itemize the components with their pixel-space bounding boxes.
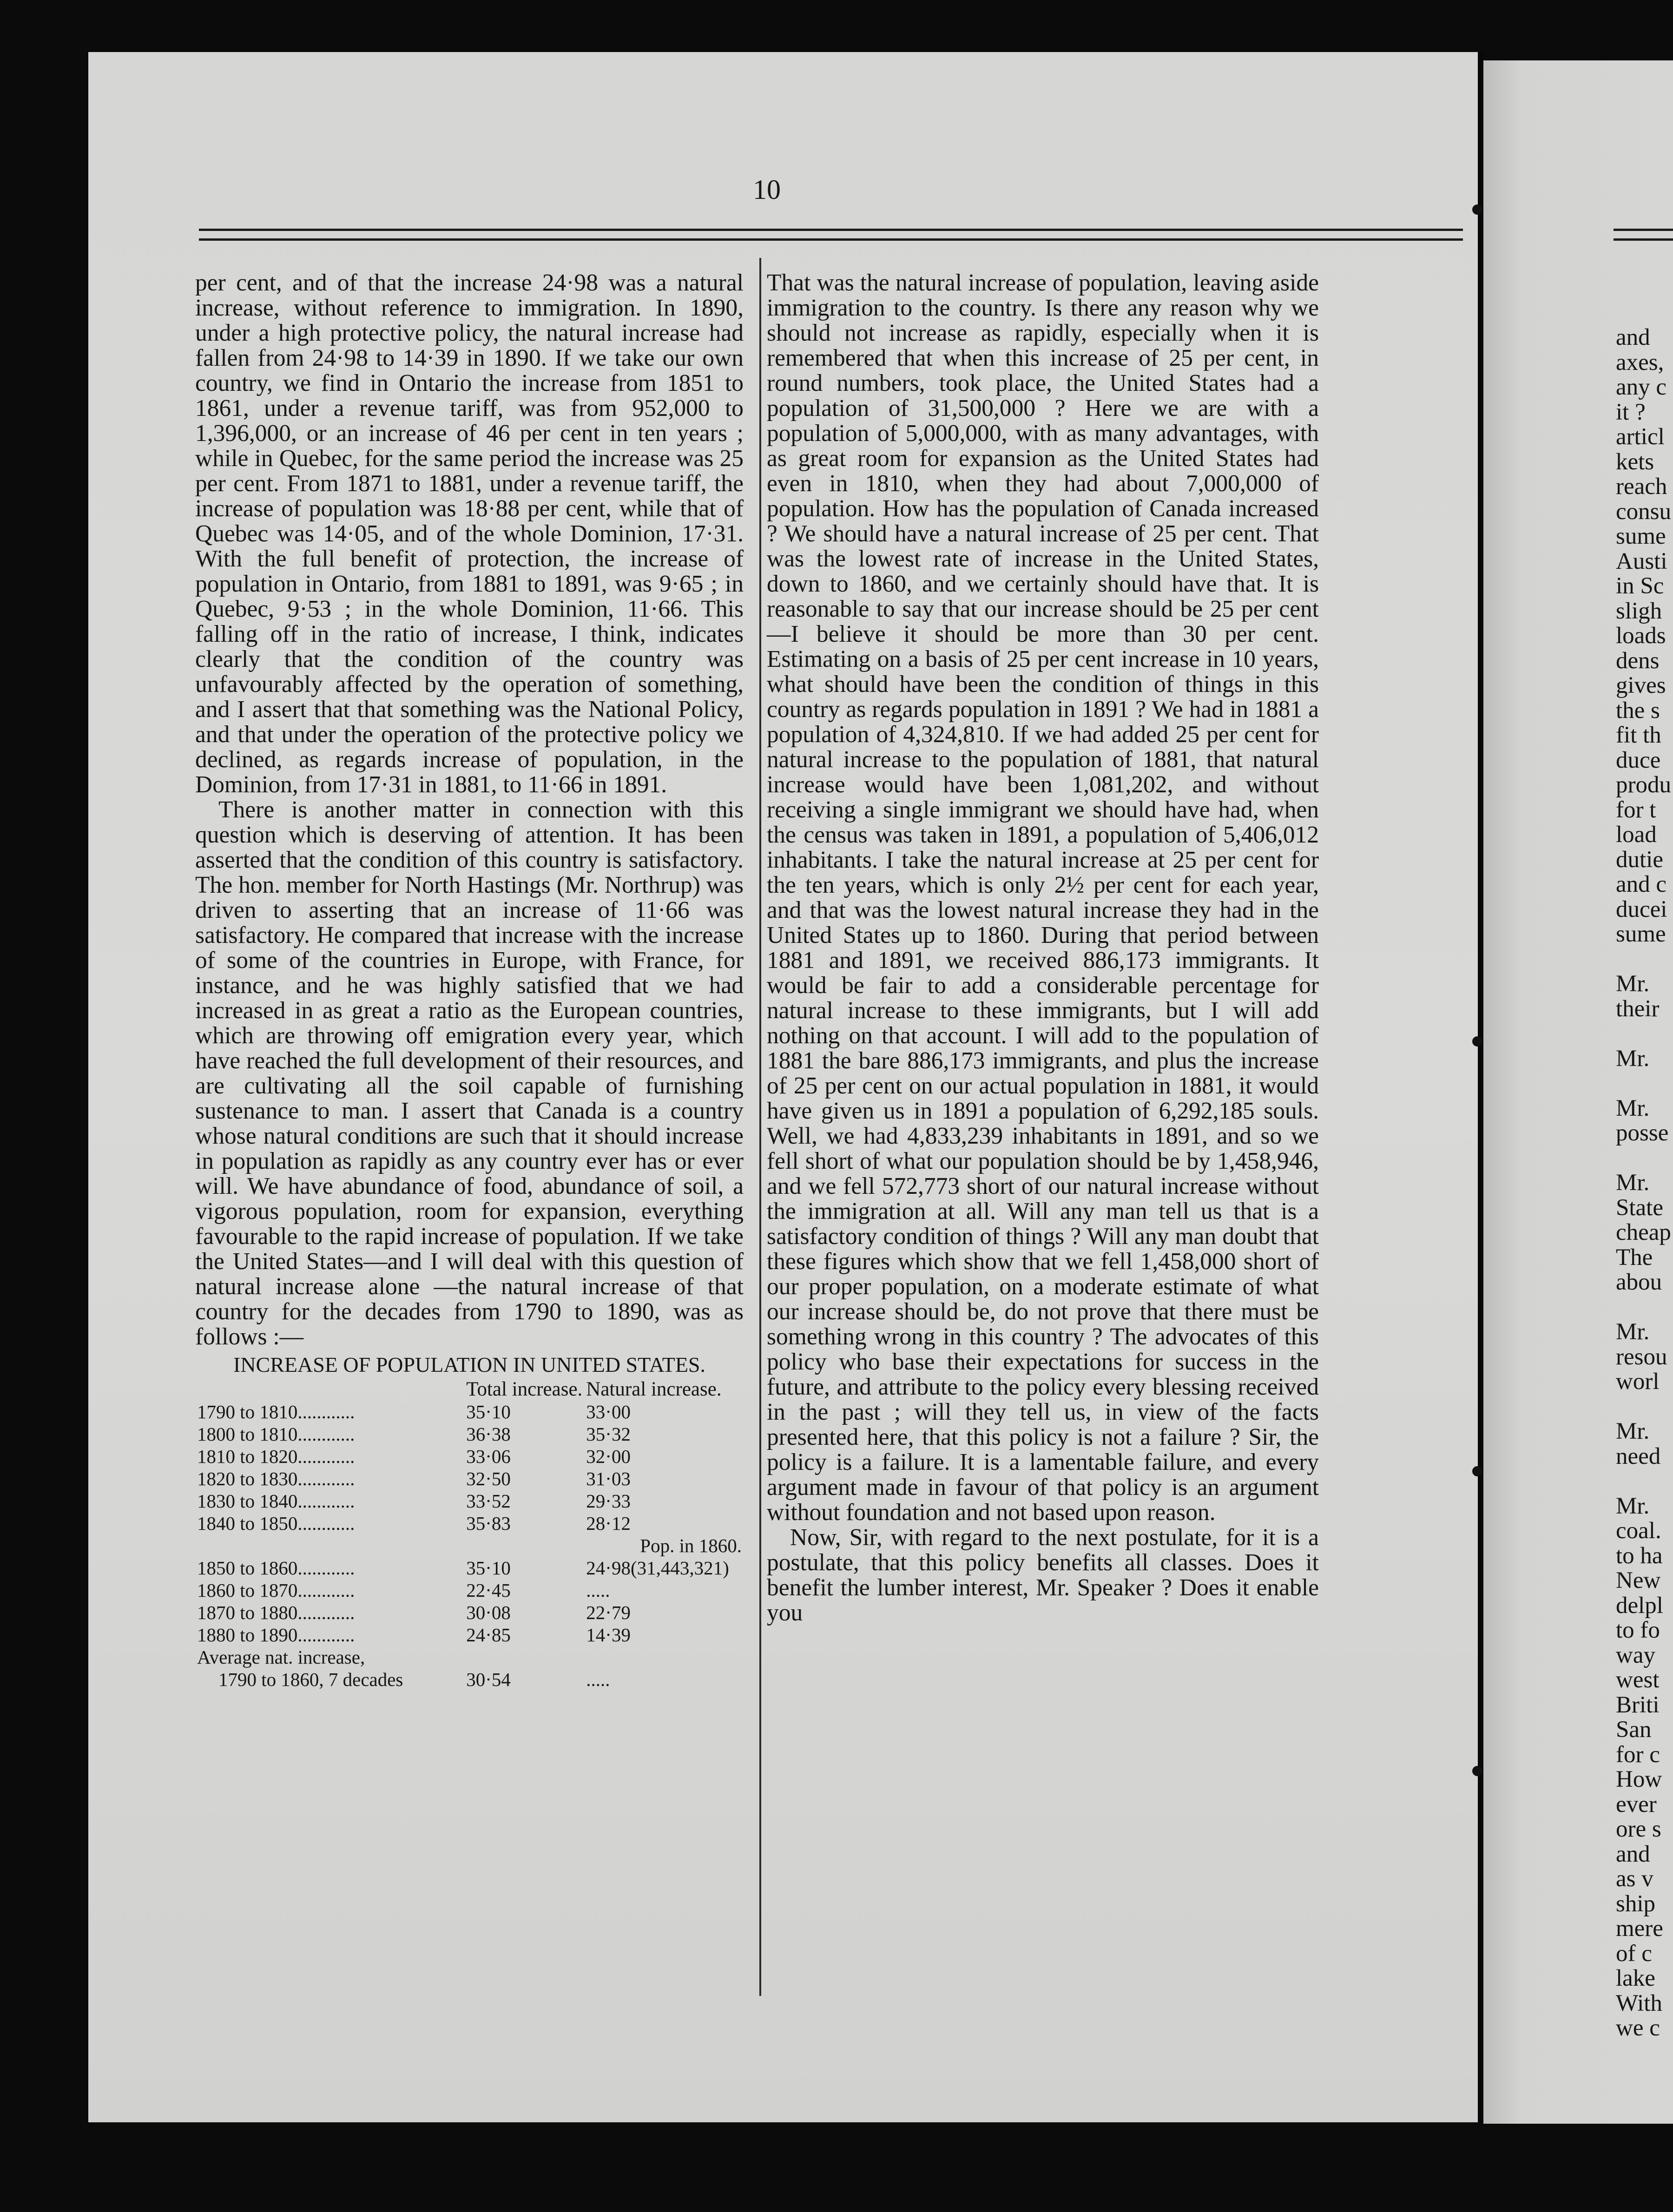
row-period: 1820 to 1830............: [197, 1468, 355, 1489]
adjacent-line-fragment: we c: [1616, 2015, 1660, 2041]
adjacent-line-fragment: coal.: [1616, 1518, 1661, 1544]
table-row: [195, 1423, 744, 1445]
row-total: 35·83: [466, 1513, 511, 1534]
adjacent-line-fragment: mere: [1616, 1916, 1663, 1942]
row-period: 1860 to 1870............: [197, 1580, 355, 1601]
adjacent-line-fragment: posse: [1616, 1120, 1669, 1146]
adjacent-line-fragment: to ha: [1616, 1542, 1663, 1569]
row-total: 35·10: [466, 1401, 511, 1422]
adjacent-line-fragment: duce: [1616, 747, 1661, 773]
table-row: [195, 1557, 744, 1579]
adjacent-line-fragment: any c: [1616, 374, 1667, 400]
row-natural: .....: [586, 1580, 610, 1601]
row-natural: 28·12: [586, 1513, 631, 1534]
adjacent-line-fragment: [1616, 1021, 1673, 1047]
row-natural: 14·39: [586, 1624, 631, 1646]
binding-mark: [1472, 1766, 1482, 1776]
adjacent-line-fragment: ever: [1616, 1791, 1657, 1817]
binding-mark: [1472, 1036, 1482, 1047]
adjacent-line-fragment: State: [1616, 1194, 1663, 1221]
adjacent-line-fragment: Mr.: [1616, 1170, 1650, 1196]
adjacent-line-fragment: it ?: [1616, 399, 1646, 425]
col-header-natural: Natural increase.: [586, 1378, 722, 1400]
table-row: [195, 1445, 744, 1468]
binding-mark: [1472, 1466, 1482, 1476]
adjacent-line-fragment: dens: [1616, 647, 1660, 674]
adjacent-line-fragment: How: [1616, 1766, 1662, 1792]
adjacent-line-fragment: to fo: [1616, 1617, 1660, 1643]
row-period: 1870 to 1880............: [197, 1602, 355, 1623]
adjacent-line-fragment: With: [1616, 1990, 1662, 2016]
row-natural: 32·00: [586, 1446, 631, 1467]
adjacent-line-fragment: load: [1616, 822, 1657, 848]
adjacent-line-fragment: [1616, 1395, 1673, 1420]
adjacent-line-fragment: resou: [1616, 1343, 1667, 1370]
adjacent-line-fragment: Mr.: [1616, 1095, 1650, 1121]
row-total: 33·06: [466, 1446, 511, 1467]
row-total: 24·85: [466, 1624, 511, 1646]
adjacent-line-fragment: dutie: [1616, 846, 1663, 873]
adjacent-line-fragment: and: [1616, 1841, 1650, 1867]
average-label: Average nat. increase,: [197, 1646, 365, 1668]
row-total: 36·38: [466, 1423, 511, 1445]
population-table: [195, 1378, 744, 1691]
adjacent-line-fragment: lake: [1616, 1965, 1655, 1991]
row-period: 1810 to 1820............: [197, 1446, 355, 1467]
adjacent-line-fragment: kets: [1616, 448, 1654, 475]
row-natural: 31·03: [586, 1468, 631, 1489]
row-period: 1800 to 1810............: [197, 1423, 355, 1445]
adjacent-line-fragment: delpl: [1616, 1592, 1663, 1619]
page-number: 10: [753, 174, 781, 205]
adjacent-line-fragment: as v: [1616, 1866, 1653, 1892]
adjacent-line-fragment: worl: [1616, 1369, 1660, 1395]
adjacent-line-fragment: cheap: [1616, 1219, 1671, 1245]
adjacent-line-fragment: and c: [1616, 871, 1667, 897]
adjacent-line-fragment: and: [1616, 324, 1650, 350]
adjacent-line-fragment: Mr.: [1616, 971, 1650, 997]
adjacent-line-fragment: New: [1616, 1567, 1661, 1593]
row-period: 1790 to 1810............: [197, 1401, 355, 1422]
right-paragraph-2: Now, Sir, with regard to the next postulate, for it is a postulate, that this policy benefits all classes. Does it benefit the lumber interest, Mr. Speaker ? Does it enable you: [767, 1524, 1319, 1626]
adjacent-page-fragment: [1483, 60, 1673, 2124]
adjacent-line-fragment: their: [1616, 995, 1660, 1022]
col-header-total: Total increase.: [466, 1378, 583, 1400]
adjacent-header-rule: [1614, 229, 1673, 231]
right-paragraph-1: That was the natural increase of population, leaving aside immigration to the country. Is there any reason why we should not increase as rapidly, especially when it is remembered that when this increase of 25 per cent, in round numbers, took place, the United States had a population of 31,500,000 ? Here we are with a population of 5,000,000, with as many advantages, with as great room for expansion as the United States had even in 1810, when they had about 7,000,000 of population. How has the population of Canada increased ? We should have a natural increase of 25 per cent. That was the lowest rate of increase in the United States, down to 1860, and we certainly should have that. It is reasonable to say that our increase should be 25 per cent—I believe it should be more than 30 per cent. Estimating on a basis of 25 per cent increase in 10 years, what should have been the condition of things in this country as regards population in 1891 ? We had in 1881 a population of 4,324,810. If we had added 25 per cent for natural increase to the population of 1881, that natural increase would have been 1,081,202, and without receiving a single immigrant we should have had, when the census was taken in 1891, a population of 5,406,012 inhabitants. I take the natural increase at 25 per cent for the ten years, which is only 2½ per cent for each year, and that was the lowest natural increase they had in the United States up to 1860. During that period between 1881 and 1891, we received 886,173 immigrants. It would be fair to add a considerable percentage for natural increase to these immigrants, but I will add nothing on that account. I will add to the population of 1881 the bare 886,173 immigrants, and plus the increase of 25 per cent on our actual population in 1881, it would have given us in 1891 a population of 6,292,185 souls. Well, we had 4,833,239 inhabitants in 1891, and so we fell short of what our population should be by 1,458,946, and we fell 572,773 short of our natural increase without the immigration at all. Will any man tell us that is a satisfactory condition of things ? Will any man doubt that these figures which show that we fell 1,458,000 short of our proper population, on a moderate estimate of what our increase should be, do not prove that there must be something wrong in this country ? The advocates of this policy who base their expectations for success in the future, and attribute to the policy every blessing received in the past ; will they tell us, in view of the facts presented here, that this policy is not a failure ? Sir, the policy is a failure. It is a lamentable failure, and every argument made in favour of that policy is an argument without foundation and not based upon reason.: [767, 270, 1319, 1526]
table-row: [195, 1579, 744, 1601]
row-period: 1850 to 1860............: [197, 1557, 355, 1579]
adjacent-line-fragment: need: [1616, 1443, 1661, 1469]
table-average-row: [195, 1668, 744, 1691]
adjacent-line-fragment: The: [1616, 1244, 1653, 1271]
adjacent-line-fragment: in Sc: [1616, 573, 1664, 599]
row-natural: 35·32: [586, 1423, 631, 1445]
row-total: 32·50: [466, 1468, 511, 1489]
adjacent-line-fragment: of c: [1616, 1940, 1652, 1967]
row-total: 35·10: [466, 1557, 511, 1579]
average-natural: .....: [586, 1669, 610, 1690]
adjacent-line-fragment: gives: [1616, 672, 1666, 698]
table-row: [195, 1624, 744, 1646]
page-gutter: [1478, 52, 1483, 2122]
adjacent-line-fragment: axes,: [1616, 349, 1664, 375]
row-period: 1880 to 1890............: [197, 1624, 355, 1646]
adjacent-line-fragment: the s: [1616, 697, 1660, 724]
header-rule-bottom: [199, 238, 1463, 241]
adjacent-line-fragment: [1616, 1146, 1673, 1171]
adjacent-line-fragment: Mr.: [1616, 1418, 1650, 1444]
header-rule-top: [199, 229, 1463, 231]
left-paragraph-1: per cent, and of that the increase 24·98 was a natural increase, without reference to immigration. In 1890, under a high protective policy, the natural increase had fallen from 24·98 to 14·39 in 1890. If we take our own country, we find in Ontario the increase from 1851 to 1861, under a revenue tariff, was from 952,000 to 1,396,000, or an increase of 46 per cent in ten years ; while in Quebec, for the same period the increase was 25 per cent. From 1871 to 1881, under a revenue tariff, the increase of population was 18·88 per cent, while that of Quebec was 14·05, and of the whole Dominion, 17·31. With the full benefit of protection, the increase of population in Ontario, from 1881 to 1891, was 9·65 ; in Quebec, 9·53 ; in the whole Dominion, 11·66. This falling off in the ratio of increase, I think, indicates clearly that the condition of the country was unfavourably affected by the operation of something, and I assert that that something was the National Policy, and that under the operation of the protective policy we declined, as regards increase of population, in the Dominion, from 17·31 in 1881, to 11·66 in 1891.: [195, 270, 744, 798]
adjacent-line-fragment: Mr.: [1616, 1493, 1650, 1519]
adjacent-line-fragment: for c: [1616, 1741, 1660, 1768]
table-average-label-row: [195, 1646, 744, 1668]
adjacent-line-fragment: way: [1616, 1642, 1655, 1668]
table-row: [195, 1490, 744, 1512]
left-paragraph-2: There is another matter in connection with this question which is deserving of attention. It has been asserted that the condition of this country is satisfactory. The hon. member for North Hastings (Mr. Northrup) was driven to asserting that an increase of 11·66 was satisfactory. He compared that increase with the increase of some of the countries in Europe, with France, for instance, and he was highly satisfied that we had increased in as great a ratio as the European countries, which are throwing off emigration every year, which have reached the full development of their resources, and are cultivating all the soil capable of furnishing sustenance to man. I assert that Canada is a country whose natural conditions are such that it should increase in population as rapidly as any country ever has or ever will. We have abundance of food, abundance of soil, a vigorous population, room for expansion, everything favourable to the rapid increase of population. If we take the United States—and I will deal with this question of natural increase alone —the natural increase of that country for the decades from 1790 to 1890, was as follows :—: [195, 797, 744, 1350]
left-column: [195, 270, 744, 1691]
adjacent-line-fragment: ducei: [1616, 896, 1667, 922]
row-natural: 29·33: [586, 1490, 631, 1512]
right-column: [767, 270, 1319, 1626]
adjacent-line-fragment: consu: [1616, 498, 1671, 525]
row-total: 30·08: [466, 1602, 511, 1623]
adjacent-line-fragment: ore s: [1616, 1816, 1661, 1842]
row-natural: 24·98(31,443,321): [586, 1557, 729, 1579]
adjacent-line-fragment: sligh: [1616, 598, 1662, 624]
adjacent-line-fragment: ship: [1616, 1890, 1656, 1917]
adjacent-line-fragment: [1616, 1295, 1673, 1320]
adjacent-line-fragment: San: [1616, 1717, 1652, 1743]
adjacent-line-fragment: reach: [1616, 474, 1667, 500]
average-total: 30·54: [466, 1669, 511, 1690]
row-natural: 22·79: [586, 1602, 631, 1623]
table-title: INCREASE OF POPULATION IN UNITED STATES.: [233, 1353, 705, 1376]
column-divider: [759, 258, 761, 1996]
row-natural: 33·00: [586, 1401, 631, 1422]
row-total: 33·52: [466, 1490, 511, 1512]
table-row: [195, 1401, 744, 1423]
table-header-row: [195, 1378, 744, 1401]
table-row: [195, 1512, 744, 1534]
average-period: 1790 to 1860, 7 decades: [218, 1669, 403, 1690]
row-period: 1830 to 1840............: [197, 1490, 355, 1512]
adjacent-line-fragment: [1616, 1469, 1673, 1494]
adjacent-line-fragment: [1616, 1071, 1673, 1096]
adjacent-line-fragment: abou: [1616, 1269, 1662, 1295]
adjacent-line-fragment: articl: [1616, 424, 1665, 450]
adjacent-line-fragment: Mr.: [1616, 1045, 1650, 1072]
adjacent-line-fragment: loads: [1616, 623, 1666, 649]
table-row: [195, 1601, 744, 1624]
adjacent-line-fragment: Austi: [1616, 548, 1667, 574]
table-row: [195, 1468, 744, 1490]
adjacent-line-fragment: Mr.: [1616, 1319, 1650, 1345]
adjacent-line-fragment: [1616, 947, 1673, 972]
table-subheader-row: [195, 1534, 744, 1557]
adjacent-line-fragment: Briti: [1616, 1692, 1660, 1718]
adjacent-line-fragment: sume: [1616, 921, 1666, 947]
adjacent-line-fragment: produ: [1616, 772, 1671, 798]
pop-in-1860-label: Pop. in 1860.: [640, 1535, 742, 1556]
row-period: 1840 to 1850............: [197, 1513, 355, 1534]
binding-mark: [1472, 204, 1482, 215]
adjacent-line-fragment: fit th: [1616, 722, 1661, 748]
row-total: 22·45: [466, 1580, 511, 1601]
adjacent-line-fragment: for t: [1616, 797, 1656, 823]
adjacent-line-fragment: west: [1616, 1667, 1660, 1693]
adjacent-header-rule: [1614, 238, 1673, 241]
adjacent-line-fragment: sume: [1616, 523, 1666, 549]
adjacent-text-lines: [1616, 325, 1673, 2041]
